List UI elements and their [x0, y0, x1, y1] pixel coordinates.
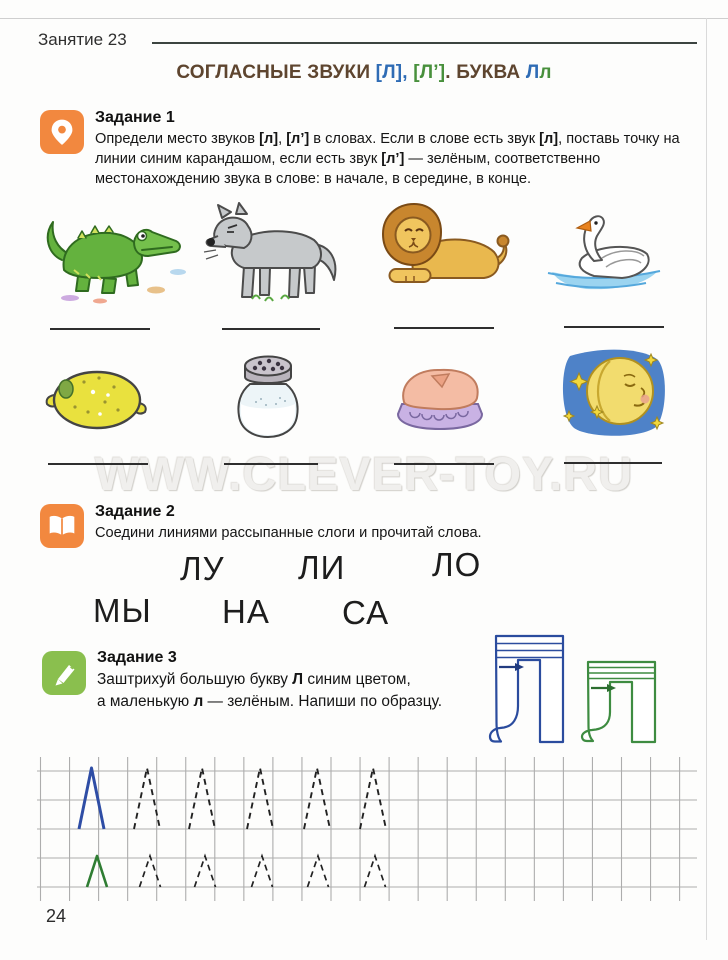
answer-line[interactable] — [394, 463, 494, 465]
page-title — [0, 62, 728, 84]
syllable-lo[interactable]: ЛО — [432, 546, 482, 583]
header-rule — [152, 42, 697, 44]
answer-line[interactable] — [224, 463, 318, 465]
syllable-na[interactable]: НА — [222, 593, 270, 630]
solid-letter-upper — [79, 768, 104, 829]
lesson-label: Занятие 23 — [38, 30, 127, 49]
title-text-2: . БУКВА — [445, 62, 526, 83]
salt-shaker-image — [228, 352, 308, 440]
title-letter-lower: л — [539, 62, 552, 83]
syllable-lu[interactable]: ЛУ — [180, 550, 225, 587]
title-text: СОГЛАСНЫЕ ЗВУКИ — [176, 62, 376, 83]
title-sound-hard: [Л], — [375, 62, 408, 83]
sample-letter-upper-l — [486, 634, 569, 744]
wolf-image — [202, 202, 347, 305]
page-number: 24 — [46, 906, 67, 926]
answer-line[interactable] — [222, 328, 320, 330]
moon-image — [552, 344, 672, 441]
syllable-sa[interactable]: СА — [342, 594, 390, 631]
task3-heading: Задание 3 — [97, 649, 177, 666]
task2-heading: Задание 2 — [95, 503, 175, 520]
practice-grid[interactable] — [0, 740, 728, 915]
sample-letter-lower-l — [578, 660, 661, 744]
location-pin-icon — [47, 117, 77, 147]
task3-text-line1: Заштрихуй большую букву Л синим цветом, — [97, 671, 411, 688]
trace-letters — [134, 768, 386, 887]
pencil-icon — [49, 658, 79, 688]
answer-line[interactable] — [394, 327, 494, 329]
watermark: WWW.CLEVER-TOY.RU — [94, 447, 634, 500]
soap-image — [388, 360, 493, 434]
answer-line[interactable] — [564, 326, 664, 328]
open-book-icon — [47, 511, 77, 541]
scan-edge-top — [0, 18, 728, 19]
task3-text-line2: а маленькую л — зелёным. Напиши по образцу. — [97, 693, 442, 710]
grid-lines — [37, 757, 697, 901]
crocodile-image — [38, 198, 190, 306]
title-letter-upper: Л — [525, 62, 540, 83]
task1-icon — [40, 110, 84, 154]
task1-text: Определи место звуков [л], [л’] в словах. Если в слове есть звук [л], поставь точку на линии синим карандашом, если есть звук [л’] — зелёным, соответственно местонахождению звука в слове: в начале, в середине, в конце. — [95, 131, 680, 187]
title-sound-soft: [Л’] — [407, 62, 446, 83]
syllable-my[interactable]: МЫ — [93, 592, 152, 629]
task2-text: Соедини линиями рассыпанные слоги и прочитай слова. — [95, 525, 482, 541]
solid-letter-lower — [87, 856, 107, 887]
syllable-li[interactable]: ЛИ — [298, 549, 346, 586]
answer-line[interactable] — [48, 463, 148, 465]
lemon-image — [42, 362, 152, 438]
answer-line[interactable] — [564, 462, 662, 464]
answer-line[interactable] — [50, 328, 150, 330]
swan-image — [538, 206, 673, 298]
task3-icon — [42, 651, 86, 695]
lion-image — [368, 197, 516, 299]
task2-icon — [40, 504, 84, 548]
task1-heading: Задание 1 — [95, 109, 175, 126]
